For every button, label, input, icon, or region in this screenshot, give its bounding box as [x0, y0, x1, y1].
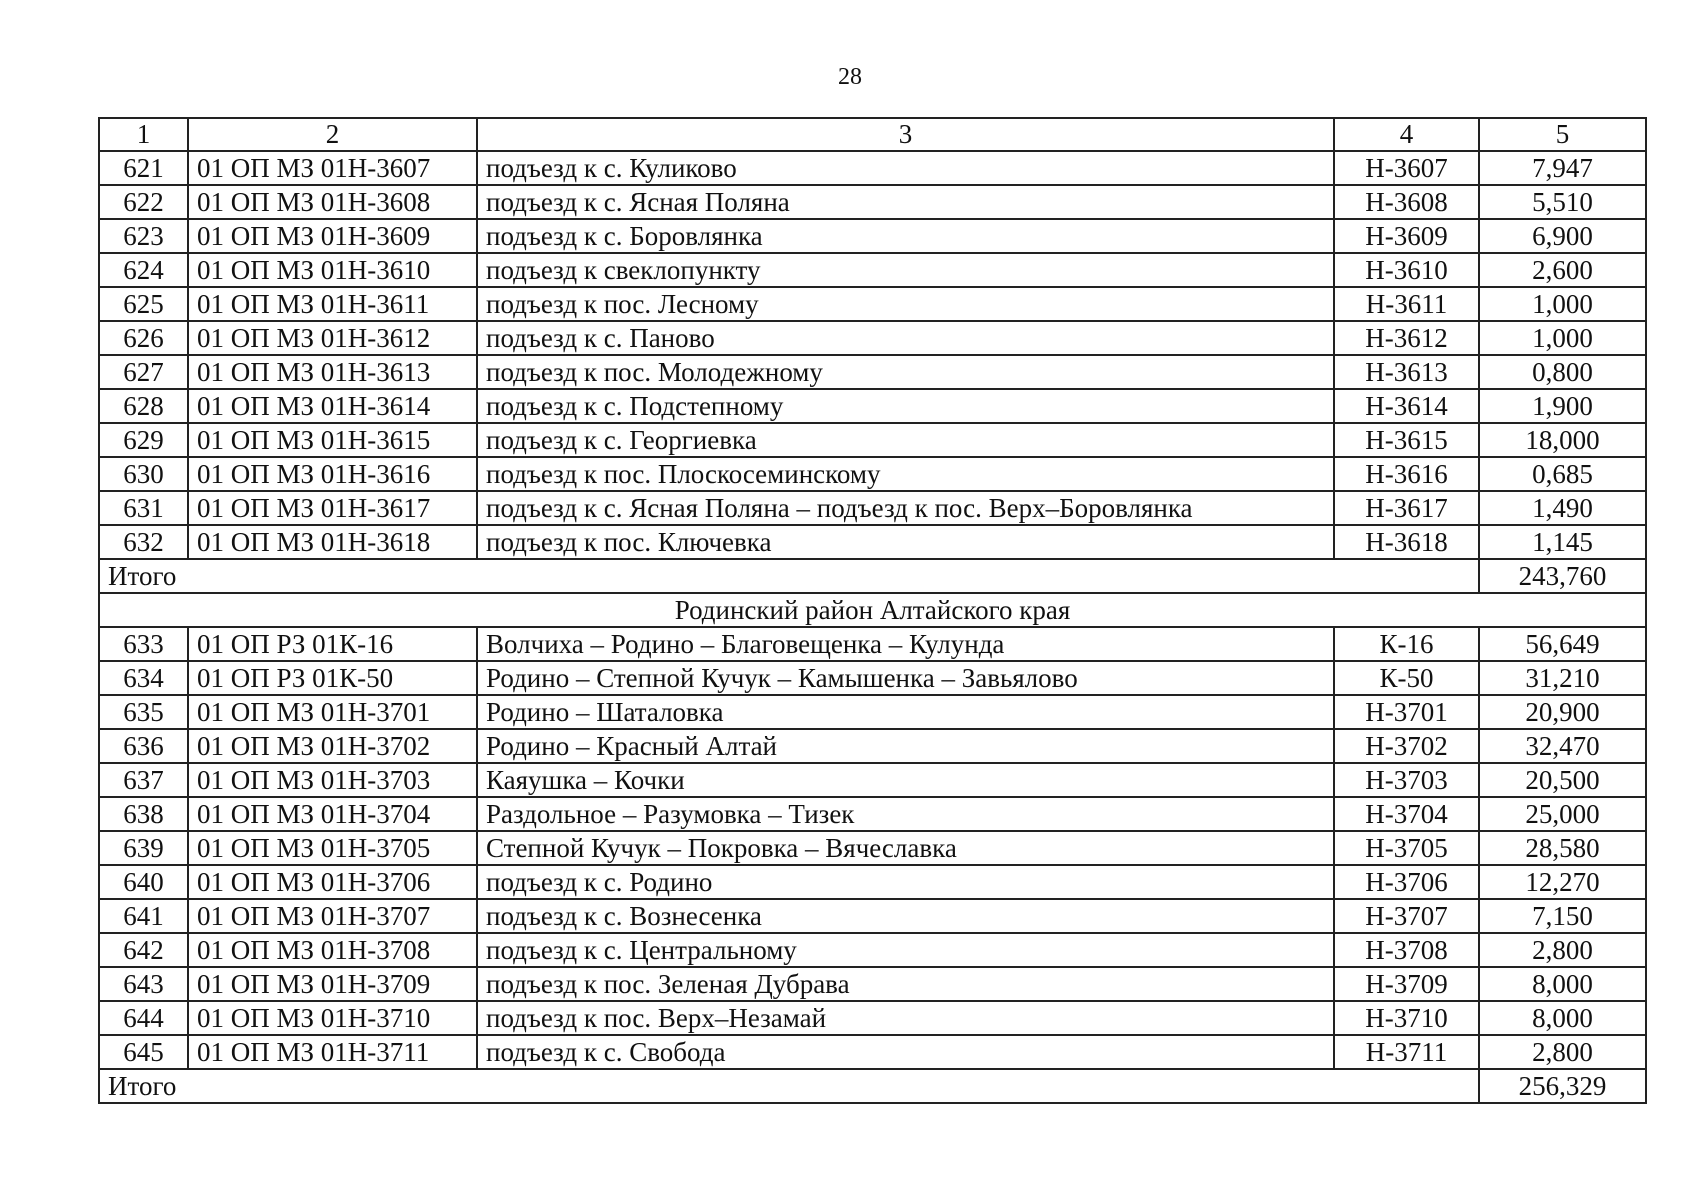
road-id-cell: 01 ОП МЗ 01Н-3615 — [188, 423, 477, 457]
total-row — [99, 1069, 1646, 1103]
row-number-cell: 631 — [99, 491, 188, 525]
table-row — [99, 491, 1646, 525]
road-name-cell: подъезд к с. Ясная Поляна — [477, 185, 1334, 219]
road-name-cell: подъезд к свеклопункту — [477, 253, 1334, 287]
table-row — [99, 1001, 1646, 1035]
section2-body — [99, 627, 1646, 1069]
table-row — [99, 321, 1646, 355]
road-id-cell: 01 ОП МЗ 01Н-3706 — [188, 865, 477, 899]
road-length-cell: 5,510 — [1479, 185, 1646, 219]
road-id-cell: 01 ОП МЗ 01Н-3612 — [188, 321, 477, 355]
column-header-1: 1 — [99, 118, 188, 151]
road-length-cell: 1,490 — [1479, 491, 1646, 525]
road-name-cell: Волчиха – Родино – Благовещенка – Кулунда — [477, 627, 1334, 661]
table-row — [99, 219, 1646, 253]
table-row — [99, 355, 1646, 389]
road-id-cell: 01 ОП МЗ 01Н-3618 — [188, 525, 477, 559]
road-id-cell: 01 ОП МЗ 01Н-3701 — [188, 695, 477, 729]
road-code-cell: Н-3618 — [1334, 525, 1479, 559]
row-number-cell: 627 — [99, 355, 188, 389]
table-row — [99, 967, 1646, 1001]
table-header — [99, 118, 1646, 151]
road-id-cell: 01 ОП МЗ 01Н-3610 — [188, 253, 477, 287]
table-row — [99, 253, 1646, 287]
road-name-cell: подъезд к пос. Лесному — [477, 287, 1334, 321]
road-id-cell: 01 ОП МЗ 01Н-3705 — [188, 831, 477, 865]
table-row — [99, 151, 1646, 185]
road-code-cell: Н-3607 — [1334, 151, 1479, 185]
total-value: 243,760 — [1479, 559, 1646, 593]
road-code-cell: Н-3708 — [1334, 933, 1479, 967]
road-name-cell: Каяушка – Кочки — [477, 763, 1334, 797]
road-length-cell: 0,800 — [1479, 355, 1646, 389]
column-header-3: 3 — [477, 118, 1334, 151]
road-name-cell: подъезд к пос. Верх–Незамай — [477, 1001, 1334, 1035]
total-row — [99, 559, 1646, 593]
table-row — [99, 899, 1646, 933]
row-number-cell: 626 — [99, 321, 188, 355]
road-code-cell: Н-3703 — [1334, 763, 1479, 797]
column-header-4: 4 — [1334, 118, 1479, 151]
road-name-cell: подъезд к с. Свобода — [477, 1035, 1334, 1069]
table-row — [99, 423, 1646, 457]
section1-body — [99, 151, 1646, 559]
road-id-cell: 01 ОП МЗ 01Н-3703 — [188, 763, 477, 797]
row-number-cell: 640 — [99, 865, 188, 899]
total-value: 256,329 — [1479, 1069, 1646, 1103]
row-number-cell: 629 — [99, 423, 188, 457]
road-code-cell: Н-3702 — [1334, 729, 1479, 763]
road-id-cell: 01 ОП МЗ 01Н-3709 — [188, 967, 477, 1001]
road-length-cell: 8,000 — [1479, 967, 1646, 1001]
road-code-cell: Н-3706 — [1334, 865, 1479, 899]
road-length-cell: 2,800 — [1479, 933, 1646, 967]
total-label: Итого — [99, 559, 1479, 593]
row-number-cell: 632 — [99, 525, 188, 559]
road-length-cell: 1,000 — [1479, 321, 1646, 355]
table-row — [99, 763, 1646, 797]
road-name-cell: Раздольное – Разумовка – Тизек — [477, 797, 1334, 831]
road-name-cell: подъезд к с. Центральному — [477, 933, 1334, 967]
header-row — [99, 118, 1646, 151]
column-header-5: 5 — [1479, 118, 1646, 151]
row-number-cell: 624 — [99, 253, 188, 287]
road-code-cell: Н-3707 — [1334, 899, 1479, 933]
road-code-cell: К-50 — [1334, 661, 1479, 695]
row-number-cell: 630 — [99, 457, 188, 491]
road-id-cell: 01 ОП МЗ 01Н-3617 — [188, 491, 477, 525]
road-name-cell: подъезд к с. Ясная Поляна – подъезд к пос. Верх–Боровлянка — [477, 491, 1334, 525]
road-name-cell: подъезд к пос. Молодежному — [477, 355, 1334, 389]
row-number-cell: 643 — [99, 967, 188, 1001]
road-id-cell: 01 ОП МЗ 01Н-3708 — [188, 933, 477, 967]
row-number-cell: 637 — [99, 763, 188, 797]
road-name-cell: подъезд к пос. Зеленая Дубрава — [477, 967, 1334, 1001]
road-name-cell: Родино – Красный Алтай — [477, 729, 1334, 763]
road-name-cell: подъезд к с. Паново — [477, 321, 1334, 355]
road-id-cell: 01 ОП МЗ 01Н-3707 — [188, 899, 477, 933]
row-number-cell: 636 — [99, 729, 188, 763]
table-row — [99, 695, 1646, 729]
road-name-cell: Родино – Степной Кучук – Камышенка – Завьялово — [477, 661, 1334, 695]
road-code-cell: Н-3617 — [1334, 491, 1479, 525]
roads-table — [98, 117, 1647, 1104]
road-code-cell: Н-3710 — [1334, 1001, 1479, 1035]
road-id-cell: 01 ОП РЗ 01К-50 — [188, 661, 477, 695]
row-number-cell: 644 — [99, 1001, 188, 1035]
table-row — [99, 729, 1646, 763]
row-number-cell: 642 — [99, 933, 188, 967]
road-length-cell: 1,900 — [1479, 389, 1646, 423]
row-number-cell: 622 — [99, 185, 188, 219]
road-length-cell: 8,000 — [1479, 1001, 1646, 1035]
road-name-cell: подъезд к с. Вознесенка — [477, 899, 1334, 933]
road-name-cell: подъезд к пос. Плоскосеминскому — [477, 457, 1334, 491]
road-id-cell: 01 ОП МЗ 01Н-3611 — [188, 287, 477, 321]
road-code-cell: Н-3612 — [1334, 321, 1479, 355]
table-row — [99, 525, 1646, 559]
road-code-cell: Н-3709 — [1334, 967, 1479, 1001]
table-row — [99, 389, 1646, 423]
road-length-cell: 1,000 — [1479, 287, 1646, 321]
road-length-cell: 2,800 — [1479, 1035, 1646, 1069]
road-id-cell: 01 ОП МЗ 01Н-3608 — [188, 185, 477, 219]
road-length-cell: 0,685 — [1479, 457, 1646, 491]
road-id-cell: 01 ОП МЗ 01Н-3704 — [188, 797, 477, 831]
table-row — [99, 185, 1646, 219]
row-number-cell: 639 — [99, 831, 188, 865]
row-number-cell: 633 — [99, 627, 188, 661]
road-name-cell: подъезд к с. Георгиевка — [477, 423, 1334, 457]
road-length-cell: 6,900 — [1479, 219, 1646, 253]
road-length-cell: 2,600 — [1479, 253, 1646, 287]
road-id-cell: 01 ОП МЗ 01Н-3609 — [188, 219, 477, 253]
road-id-cell: 01 ОП МЗ 01Н-3710 — [188, 1001, 477, 1035]
road-name-cell: подъезд к с. Боровлянка — [477, 219, 1334, 253]
road-code-cell: К-16 — [1334, 627, 1479, 661]
road-code-cell: Н-3704 — [1334, 797, 1479, 831]
road-id-cell: 01 ОП МЗ 01Н-3702 — [188, 729, 477, 763]
road-length-cell: 25,000 — [1479, 797, 1646, 831]
column-header-2: 2 — [188, 118, 477, 151]
table-row — [99, 1035, 1646, 1069]
road-code-cell: Н-3609 — [1334, 219, 1479, 253]
road-code-cell: Н-3611 — [1334, 287, 1479, 321]
road-code-cell: Н-3614 — [1334, 389, 1479, 423]
road-code-cell: Н-3613 — [1334, 355, 1479, 389]
road-length-cell: 1,145 — [1479, 525, 1646, 559]
road-code-cell: Н-3610 — [1334, 253, 1479, 287]
row-number-cell: 635 — [99, 695, 188, 729]
road-id-cell: 01 ОП МЗ 01Н-3711 — [188, 1035, 477, 1069]
road-name-cell: подъезд к с. Подстепному — [477, 389, 1334, 423]
road-code-cell: Н-3608 — [1334, 185, 1479, 219]
road-length-cell: 20,900 — [1479, 695, 1646, 729]
table-row — [99, 865, 1646, 899]
road-length-cell: 12,270 — [1479, 865, 1646, 899]
row-number-cell: 628 — [99, 389, 188, 423]
row-number-cell: 621 — [99, 151, 188, 185]
table-row — [99, 933, 1646, 967]
road-code-cell: Н-3615 — [1334, 423, 1479, 457]
road-name-cell: Родино – Шаталовка — [477, 695, 1334, 729]
road-length-cell: 18,000 — [1479, 423, 1646, 457]
section1-total — [99, 559, 1646, 627]
table-row — [99, 661, 1646, 695]
road-id-cell: 01 ОП МЗ 01Н-3613 — [188, 355, 477, 389]
road-length-cell: 32,470 — [1479, 729, 1646, 763]
row-number-cell: 645 — [99, 1035, 188, 1069]
road-id-cell: 01 ОП МЗ 01Н-3607 — [188, 151, 477, 185]
road-length-cell: 56,649 — [1479, 627, 1646, 661]
road-length-cell: 20,500 — [1479, 763, 1646, 797]
road-id-cell: 01 ОП МЗ 01Н-3616 — [188, 457, 477, 491]
table-row — [99, 287, 1646, 321]
road-code-cell: Н-3711 — [1334, 1035, 1479, 1069]
page-number: 28 — [838, 64, 862, 90]
row-number-cell: 638 — [99, 797, 188, 831]
section-heading-row — [99, 593, 1646, 627]
road-code-cell: Н-3701 — [1334, 695, 1479, 729]
table-row — [99, 831, 1646, 865]
section2-total — [99, 1069, 1646, 1103]
road-id-cell: 01 ОП МЗ 01Н-3614 — [188, 389, 477, 423]
road-code-cell: Н-3705 — [1334, 831, 1479, 865]
road-name-cell: подъезд к с. Куликово — [477, 151, 1334, 185]
row-number-cell: 623 — [99, 219, 188, 253]
road-name-cell: Степной Кучук – Покровка – Вячеславка — [477, 831, 1334, 865]
road-id-cell: 01 ОП РЗ 01К-16 — [188, 627, 477, 661]
road-name-cell: подъезд к пос. Ключевка — [477, 525, 1334, 559]
row-number-cell: 634 — [99, 661, 188, 695]
table-row — [99, 797, 1646, 831]
row-number-cell: 641 — [99, 899, 188, 933]
row-number-cell: 625 — [99, 287, 188, 321]
total-label: Итого — [99, 1069, 1479, 1103]
road-length-cell: 31,210 — [1479, 661, 1646, 695]
road-length-cell: 7,947 — [1479, 151, 1646, 185]
road-length-cell: 28,580 — [1479, 831, 1646, 865]
table-row — [99, 457, 1646, 491]
table-row — [99, 627, 1646, 661]
section-heading: Родинский район Алтайского края — [99, 593, 1646, 627]
road-length-cell: 7,150 — [1479, 899, 1646, 933]
road-name-cell: подъезд к с. Родино — [477, 865, 1334, 899]
road-code-cell: Н-3616 — [1334, 457, 1479, 491]
